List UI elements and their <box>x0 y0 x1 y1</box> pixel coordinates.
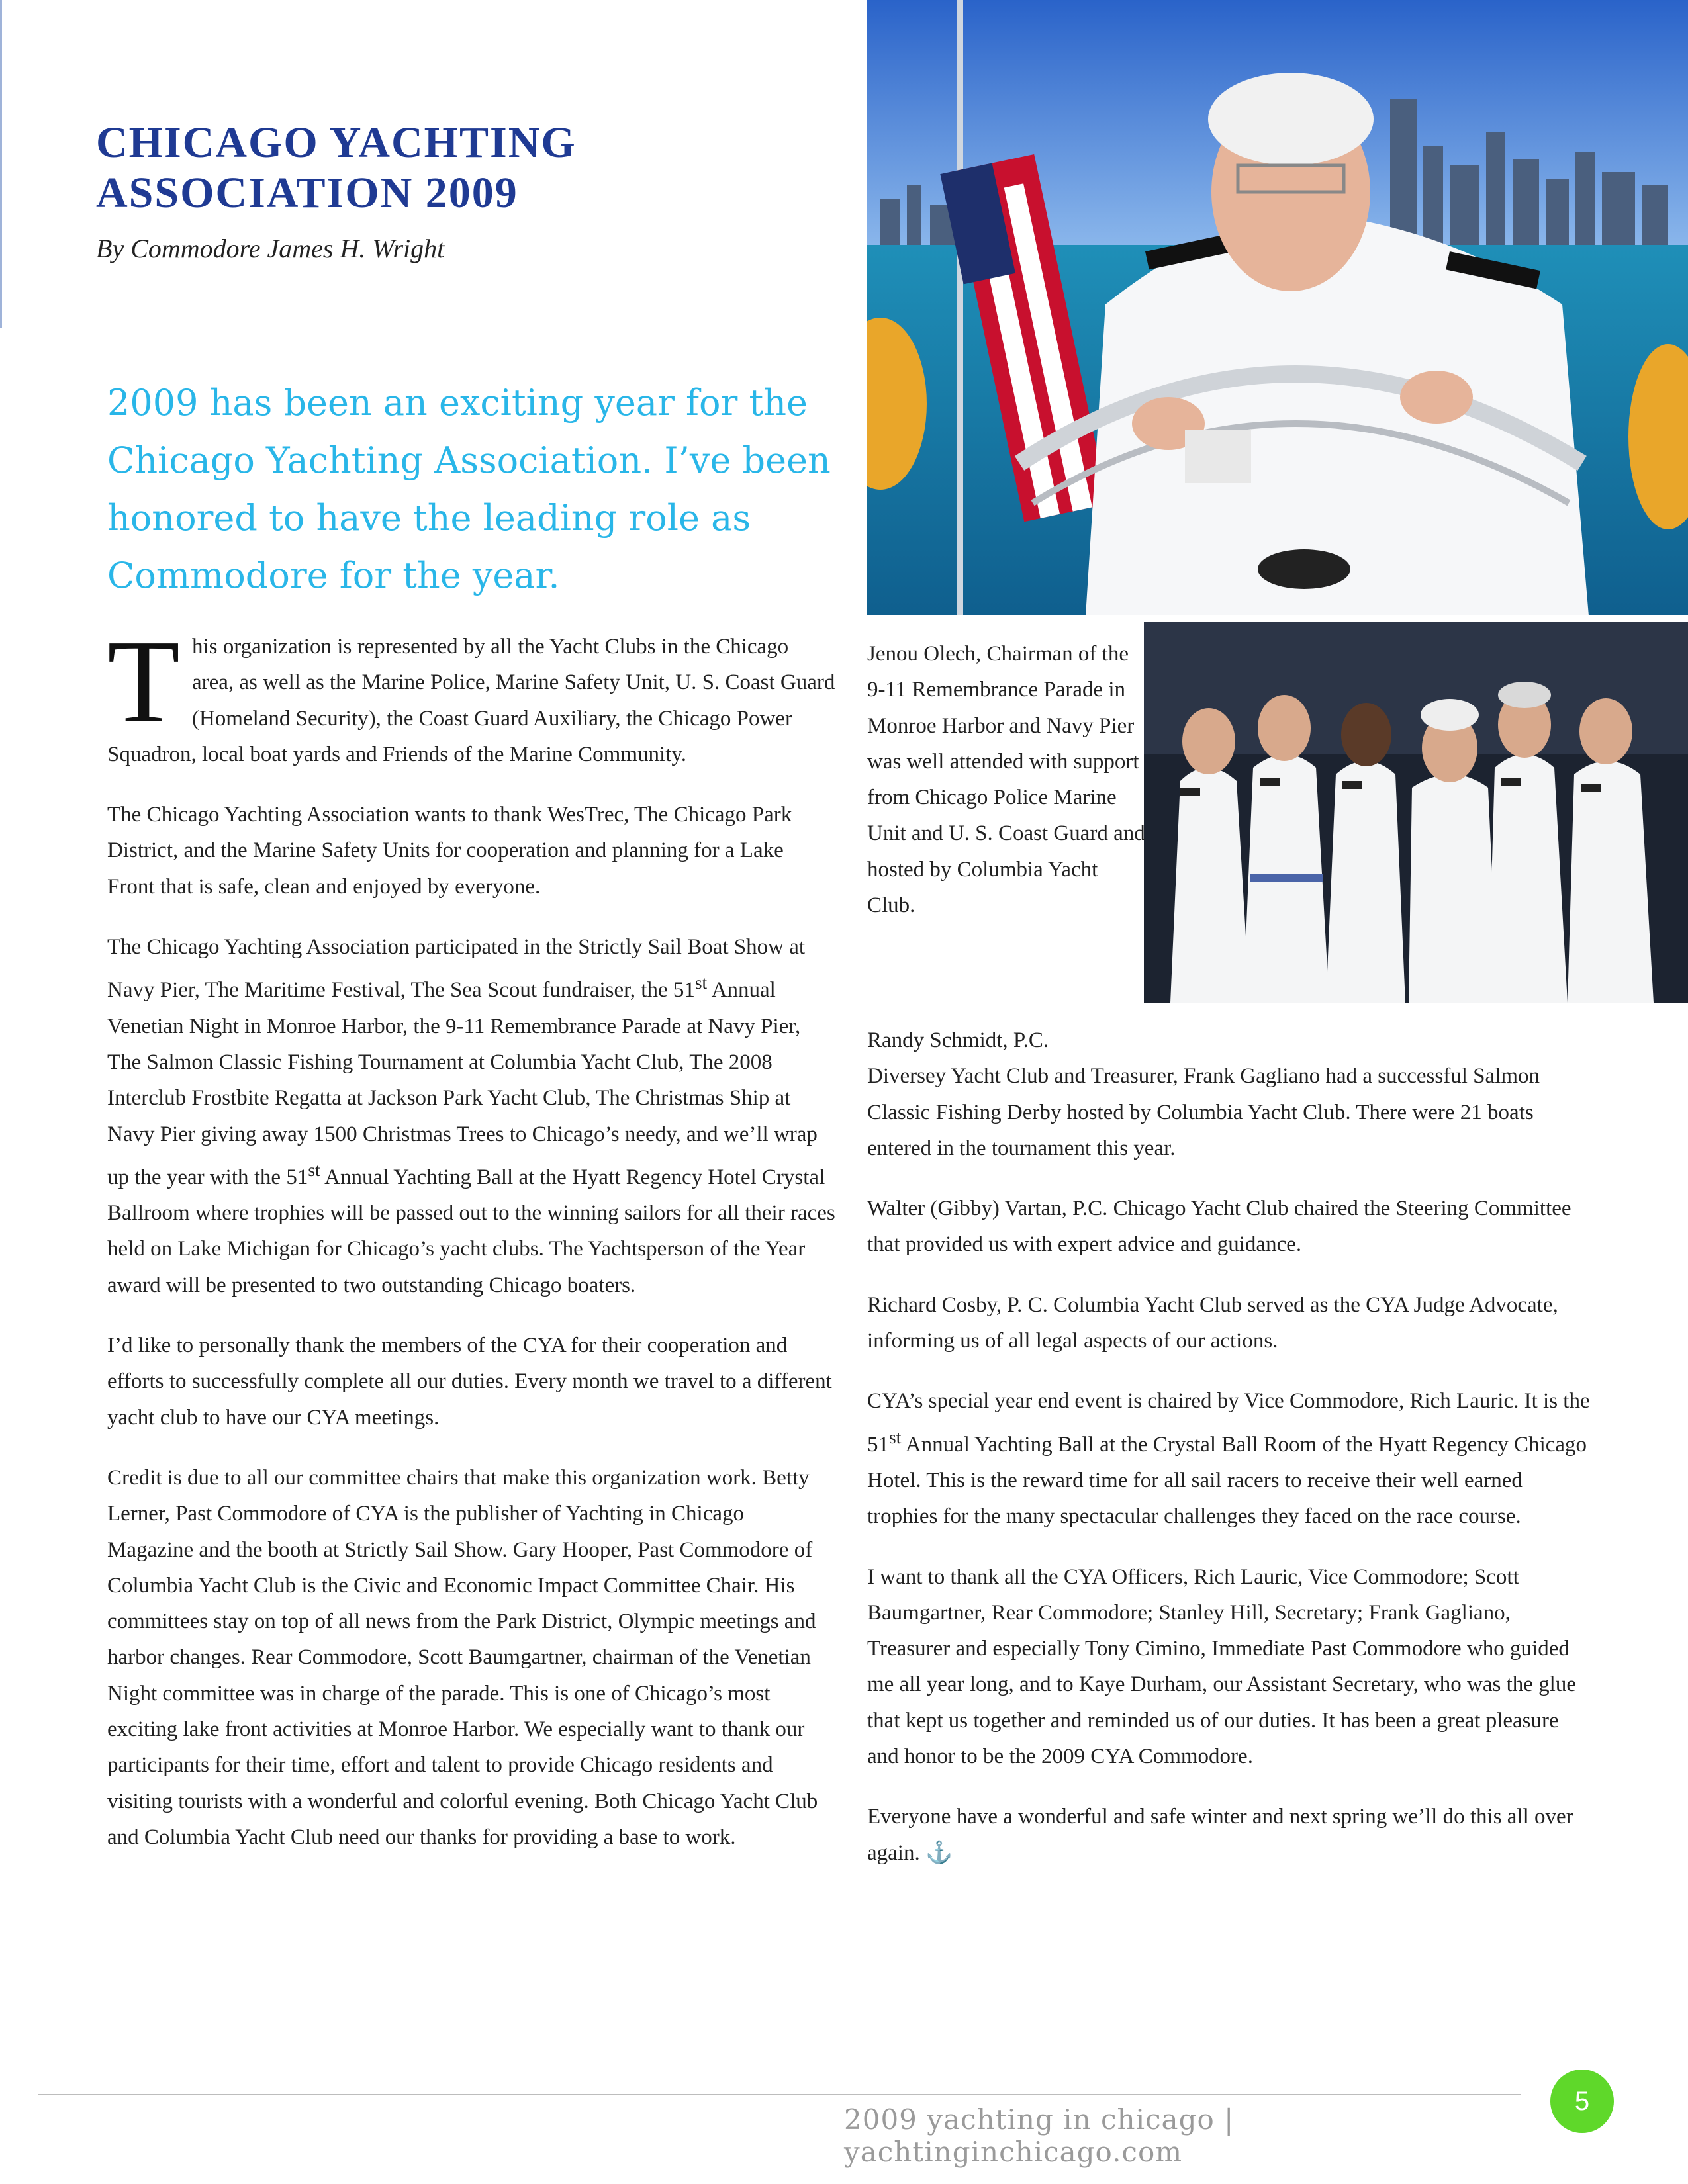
column-2-paragraph-2: Walter (Gibby) Vartan, P.C. Chicago Yacht Club chaired the Steering Committee that provided us with expert advice and guidance. <box>867 1197 1571 1257</box>
photo-caption: Jenou Olech, Chairman of the 9-11 Remembrance Parade in Monroe Harbor and Navy Pier was well attended with support from Chicago Police Marine Unit and U. S. Coast Guard and hosted by Columbia Yacht Club. <box>867 642 1145 918</box>
column-2-paragraph-1 <box>867 1023 1595 1166</box>
commodore-at-helm-photo <box>867 0 1688 615</box>
column-2-paragraph-6 <box>867 1799 1595 1871</box>
footer-rule <box>38 2094 1521 2095</box>
article-column-1 <box>107 615 835 1880</box>
drop-cap: T <box>107 615 180 747</box>
paragraph-3b: Annual Venetian Night in Monroe Harbor, the 9-11 Remembrance Parade at Navy Pier, The Salmon Classic Fishing Tournament at Columbia Yacht Club, The 2008 Interclub Frostbite Regatta at Jackson Park Yacht Club, The Christmas Ship at Navy Pier giving away 1500 Christmas Trees to Chicago’s needy, and we’ll wrap up the year with the 51 <box>107 978 818 1189</box>
column-2-paragraph-4a: CYA’s special year end event is chaired by Vice Commodore, Rich Lauric. It is the 51 <box>867 1389 1590 1457</box>
title-line-1: CHICAGO YACHTING <box>96 118 577 167</box>
page-number-badge: 5 <box>1550 2070 1614 2133</box>
column-2-paragraph-4 <box>867 1383 1595 1534</box>
article-column-2 <box>867 1023 1595 1895</box>
paragraph-4: I’d like to personally thank the members of the CYA for their cooperation and efforts to successfully complete all our duties. Every month we travel to a different yacht club to have our CYA meetings. <box>107 1334 832 1430</box>
footer-text: 2009 yachting in chicago | yachtinginchicago.com <box>844 2103 1235 2168</box>
closing-text: Everyone have a wonderful and safe winter and next spring we’ll do this all over again. <box>867 1805 1573 1865</box>
left-accent-bar <box>0 0 2 328</box>
pull-quote: 2009 has been an exciting year for the Chicago Yachting Association. I’ve been honored to have the leading role as Commodore for the year. <box>107 382 831 596</box>
column-2-paragraph-3: Richard Cosby, P. C. Columbia Yacht Club served as the CYA Judge Advocate, informing us of all legal aspects of our actions. <box>867 1293 1558 1353</box>
byline: By Commodore James H. Wright <box>96 234 445 263</box>
column-2-paragraph-5: I want to thank all the CYA Officers, Rich Lauric, Vice Commodore; Scott Baumgartner, Rear Commodore; Stanley Hill, Secretary; Frank Gagliano, Treasurer and especially Tony Cimino, Immediate Past Commodore who guided me all year long, and to Kaye Durham, our Assistant Secretary, who was the glue that kept us together and reminded us of our duties. It has been a great pleasure and honor to be the 2009 CYA Commodore. <box>867 1565 1576 1769</box>
randy-schmidt-line: Randy Schmidt, P.C. <box>867 1028 1049 1052</box>
officers-group-photo <box>1144 622 1688 1003</box>
superscript: st <box>889 1426 902 1447</box>
superscript: st <box>308 1159 320 1180</box>
paragraph-3 <box>107 929 835 1303</box>
paragraph-3a: The Chicago Yachting Association participated in the Strictly Sail Boat Show at Navy Pier, The Maritime Festival, The Sea Scout fundraiser, the 51 <box>107 935 806 1003</box>
column-2-paragraph-4b: Annual Yachting Ball at the Crystal Ball Room of the Hyatt Regency Chicago Hotel. This is the reward time for all sail racers to receive their well earned trophies for the many spectacular challenges they faced on the race course. <box>867 1432 1587 1529</box>
superscript: st <box>694 972 708 993</box>
paragraph-5: Credit is due to all our committee chairs that make this organization work. Betty Lerner, Past Commodore of CYA is the publisher of Yachting in Chicago Magazine and the booth at Strictly Sail Show. Gary Hooper, Past Commodore of Columbia Yacht Club is the Civic and Economic Impact Committee Chair. His committees stay on top of all news from the Park District, Olympic meetings and harbor changes. Rear Commodore, Scott Baumgartner, chairman of the Venetian Night committee was in charge of the parade. This is one of Chicago’s most exciting lake front activities at Monroe Harbor. We especially want to thank our participants for their time, effort and talent to provide Chicago residents and visiting tourists with a wonderful and colorful evening. Both Chicago Yacht Club and Columbia Yacht Club need our thanks for providing a base to work. <box>107 1465 818 1849</box>
paragraph-3c: Annual Yachting Ball at the Hyatt Regency Hotel Crystal Ballroom where trophies will be passed out to the winning sailors for all their races held on Lake Michigan for Chicago’s yacht clubs. The Yachtsperson of the Year award will be presented to two outstanding Chicago boaters. <box>107 1165 835 1297</box>
column-2-paragraph-1-text: Diversey Yacht Club and Treasurer, Frank Gagliano had a successful Salmon Classic Fishing Derby hosted by Columbia Yacht Club. There were 21 boats entered in the tournament this year. <box>867 1064 1540 1160</box>
anchor-icon: ⚓ <box>925 1841 953 1865</box>
paragraph-1-text: his organization is represented by all the Yacht Clubs in the Chicago area, as well as the Marine Police, Marine Safety Unit, U. S. Coast Guard (Homeland Security), the Coast Guard Auxiliary, the Chicago Power Squadron, local boat yards and Friends of the Marine Community. <box>107 635 835 766</box>
article-title <box>96 118 824 218</box>
title-line-2: ASSOCIATION 2009 <box>96 169 518 217</box>
paragraph-2: The Chicago Yachting Association wants to thank WesTrec, The Chicago Park District, and the Marine Safety Units for cooperation and planning for a Lake Front that is safe, clean and enjoyed by everyone. <box>107 803 792 899</box>
paragraph-1 <box>107 615 835 772</box>
